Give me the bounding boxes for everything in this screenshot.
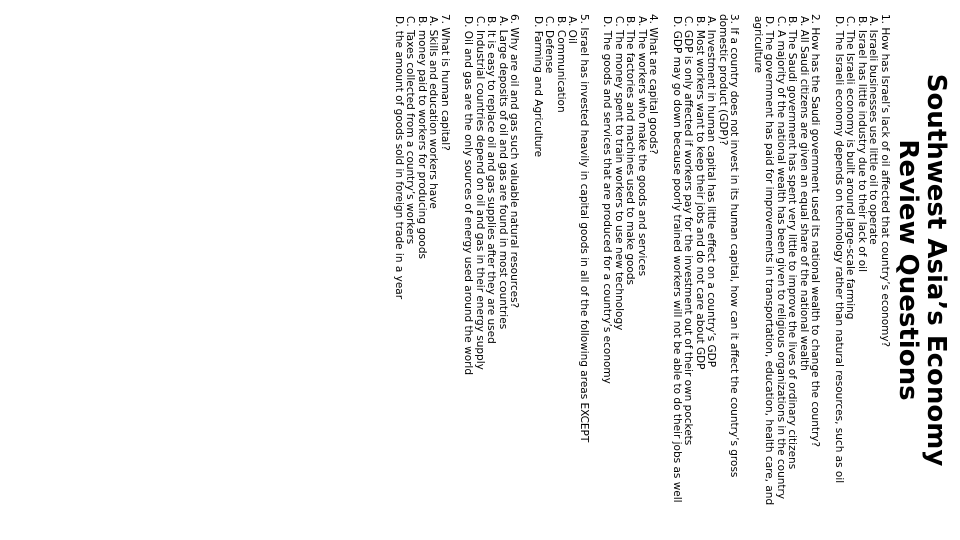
question-3 [671,14,740,526]
answer-option: B. The Saudi government has spent very little to improve the lives of ordinary citizens [786,16,799,470]
question-stem: 2. How has the Saudi government used its national wealth to change the country? [809,14,822,448]
answer-option: D. the amount of goods sold in foreign trade in a year [393,16,405,300]
answer-option: D. The Israeli economy depends on technology rather than natural resources, such as oil [833,16,845,484]
answer-option: C. The Israeli economy is built around large-scale farming [844,16,857,320]
answer-option: B. Most workers want to keep their jobs and do not care about GDP [694,16,706,370]
answer-option: B. Communication [555,16,567,113]
answer-option: B. It is easy to replace oil and gas supplies after they are used [485,16,498,344]
answer-option: B. The factories and machines used to make goods [624,16,637,285]
answer-options [752,14,810,526]
answer-option: A. Israeli businesses use little oil to operate [867,16,880,245]
question-1 [833,14,891,526]
answer-option: C. Defense [543,16,556,74]
answer-option: D. Farming and Agriculture [532,16,544,158]
answer-options [462,14,508,526]
question-stem: 6. Why are oil and gas such valuable natural resources? [508,14,521,309]
answer-option: C. Taxes collected from a country’s workers [404,16,417,245]
answer-options [601,14,647,526]
answer-options [833,14,879,526]
title-line-1: Southwest Asia’s Economy [921,73,951,467]
answer-options [671,14,717,526]
question-5 [532,14,590,526]
answer-option: C. GDP is only affected if workers pay for the investment out of their own pockets [682,16,695,446]
question-stem: 4. What are capital goods? [647,14,660,155]
answer-option: D. The goods and services that are produced for a country’s economy [601,16,614,384]
answer-options [393,14,439,526]
question-7 [393,14,451,526]
question-6 [462,14,520,526]
answer-option: C. A majority of the national wealth has been given to religious organizations in the country [775,16,787,500]
question-2 [752,14,821,526]
answer-option: A. The workers who make the goods and services [636,16,648,277]
question-stem: 3. If a country does not invest in its human capital, how can it affect the country’s gross domestic product (GDP)? [717,14,741,478]
question-stem: 5. Israel has invested heavily in capital goods in all of the following areas EXCEPT [578,14,590,443]
answer-option: C. The money spent to train workers to use new technology [613,16,625,331]
answer-option: B. Israel has little industry due to their lack of oil [856,16,868,272]
title-line-2: Review Questions [893,139,923,401]
answer-option: A. Investment in human capital has little effect on a country’s GDP [705,16,718,368]
question-list [393,14,891,526]
answer-option: A. Skills and education workers have [427,16,440,209]
answer-option: A. Large deposits of oil and gas are found in most countries [497,16,509,330]
answer-option: A. Oil [566,16,579,44]
answer-option: D. GDP may go down because poorly trained workers will not be able to do their jobs as well [671,16,683,503]
answer-option: D. The government has paid for improvements in transportation, education, health care, and agriculture [752,16,776,506]
question-stem: 7. What is human capital? [439,14,451,151]
answer-option: B. money paid to workers for producing goods [416,16,428,259]
answer-option: D. Oil and gas are the only sources of energy used around the world [462,16,475,376]
answer-options [532,14,578,526]
question-4 [601,14,659,526]
answer-option: C. Industrial countries depend on oil and gas in their energy supply [474,16,486,370]
page-title [894,14,950,526]
question-stem: 1. How has Israel’s lack of oil affected that country’s economy? [879,14,891,348]
answer-option: A. All Saudi citizens are given an equal share of the national wealth [798,16,810,371]
